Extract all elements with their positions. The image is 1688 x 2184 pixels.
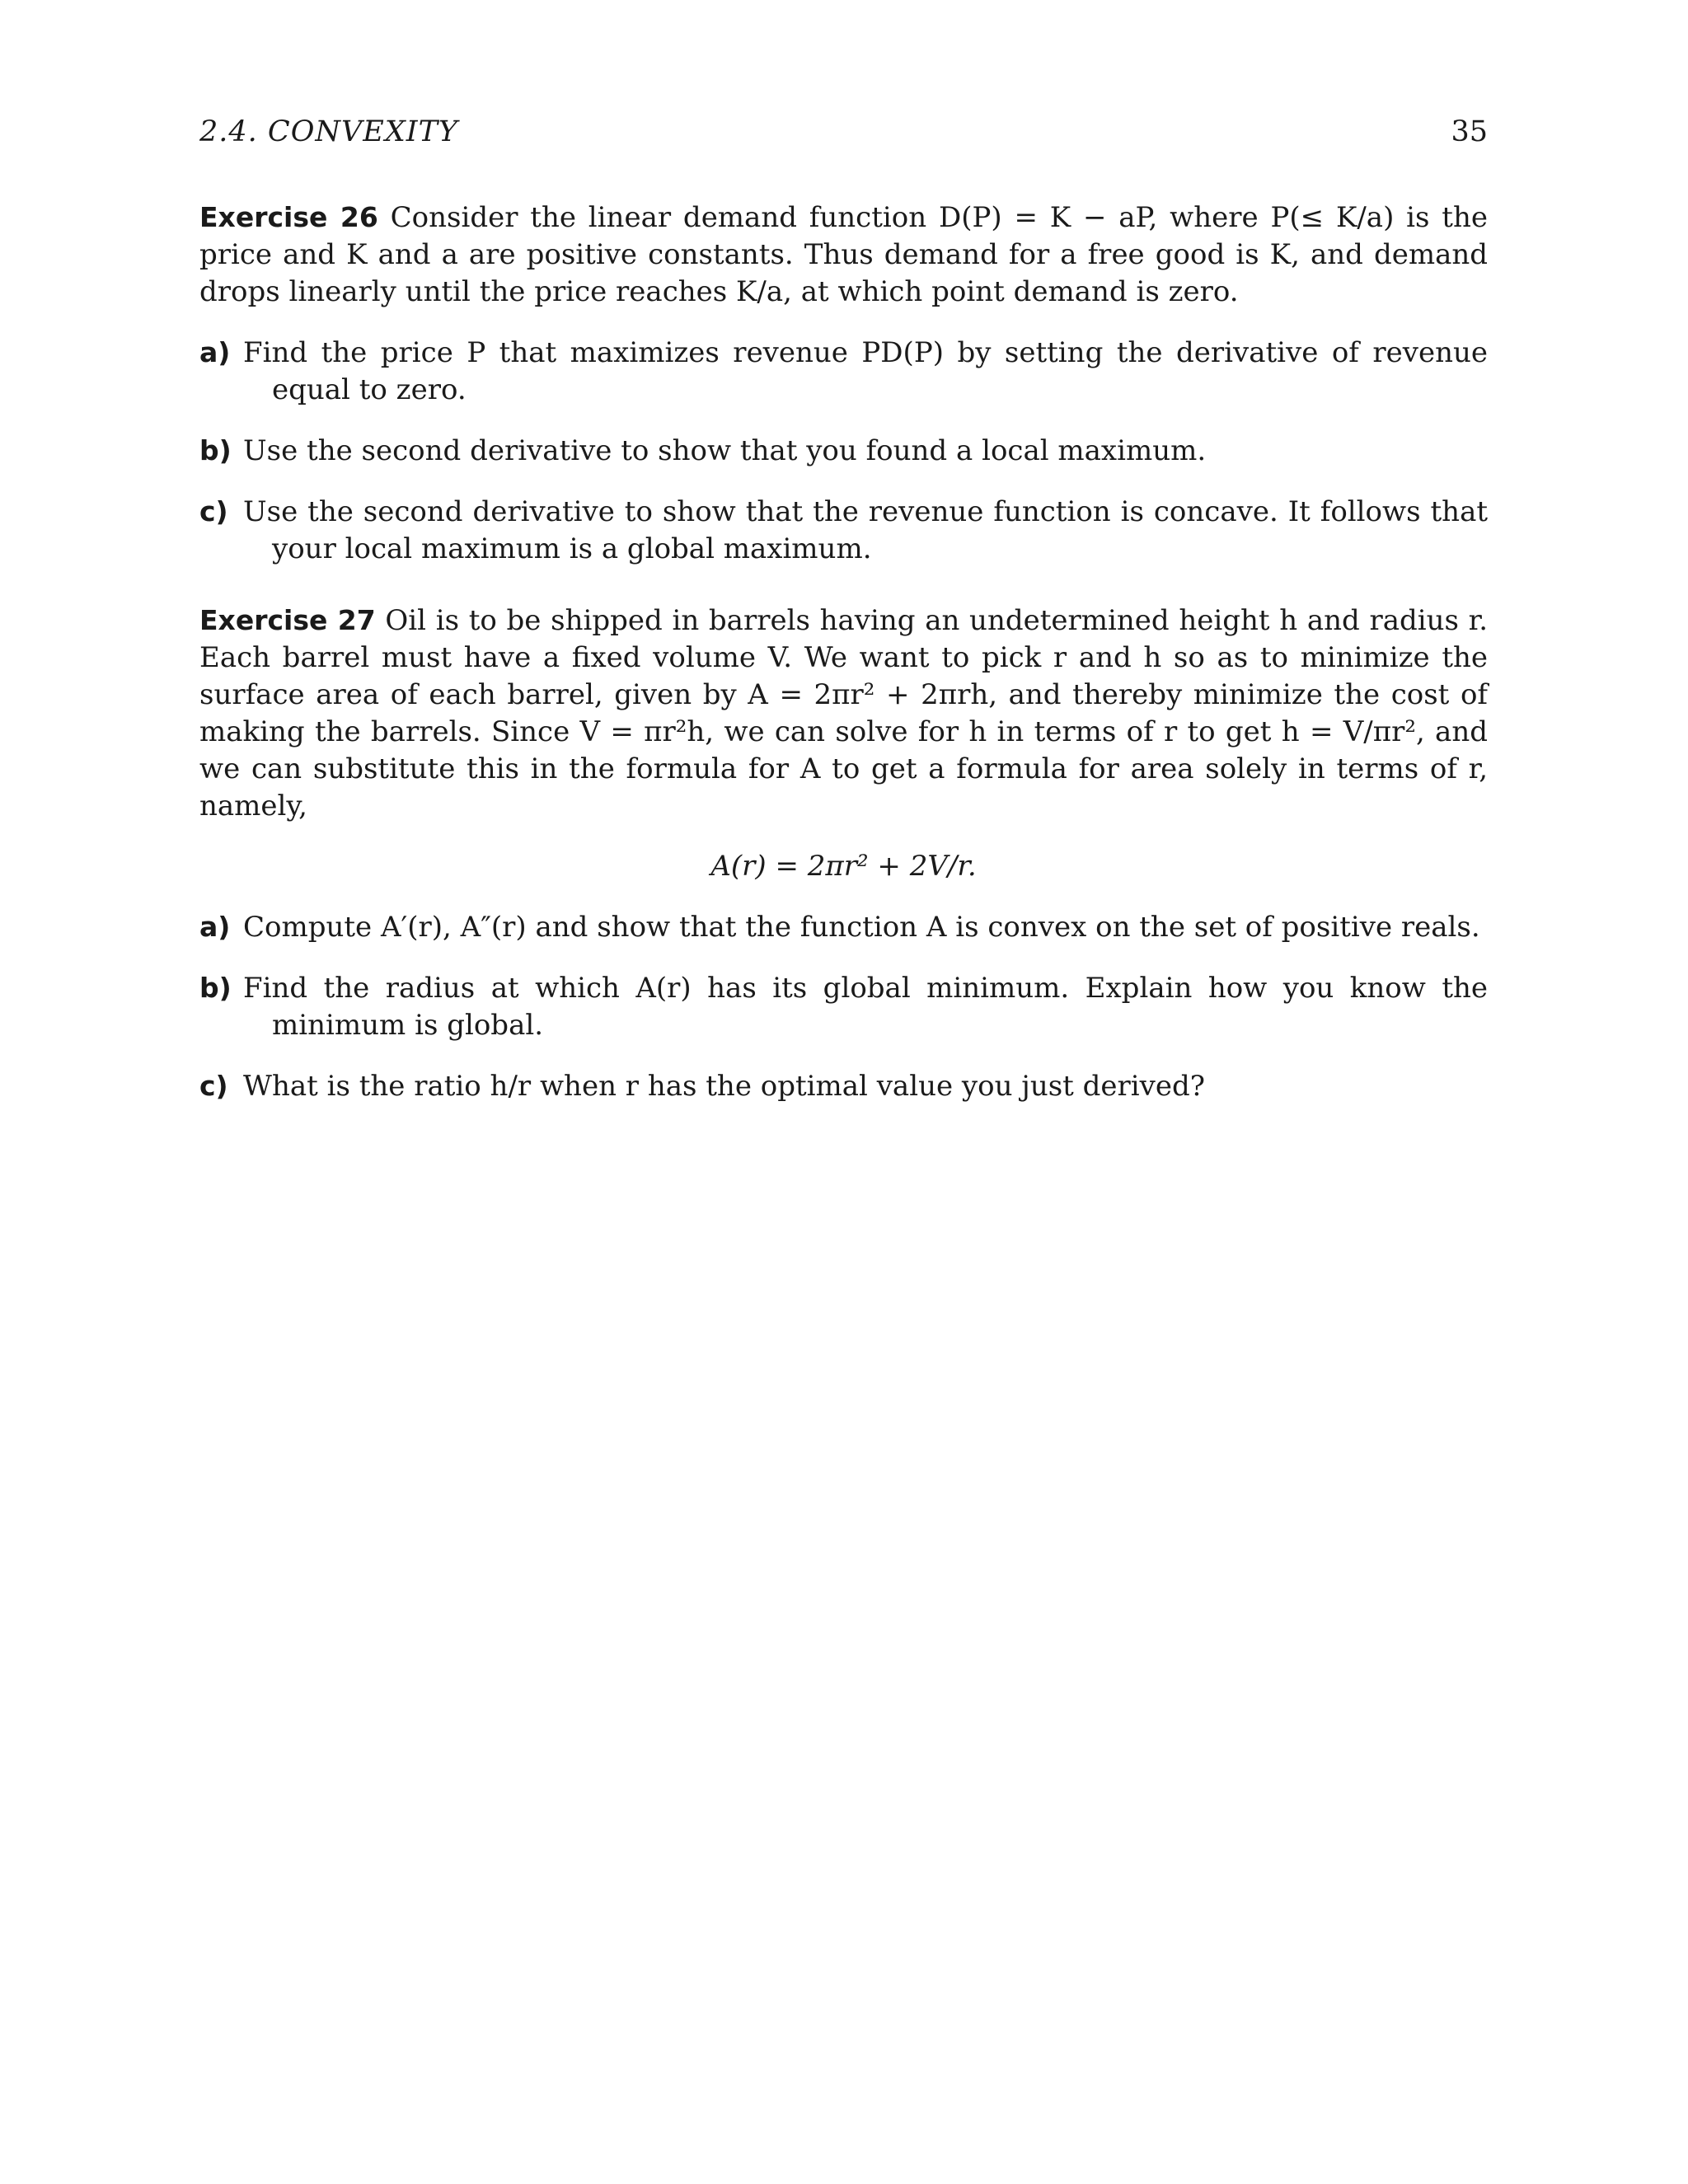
part-text: Find the radius at which A(r) has its global minimum. Explain how you know the minimum is global. <box>243 972 1488 1042</box>
exercise-26-label: Exercise 26 <box>199 201 378 233</box>
part-text: What is the ratio h/r when r has the optimal value you just derived? <box>243 1070 1205 1103</box>
exercise-26-part-b <box>199 432 1488 470</box>
part-label: b) <box>199 972 232 1004</box>
exercise-27-parts <box>199 908 1488 1105</box>
exercise-27-intro-text: Oil is to be shipped in barrels having an undetermined height h and radius r. Each barrel must have a fixed volume V. We want to pick r and h so as to minimize the surface area of each barrel, given by A = 2πr² + 2πrh, and thereby minimize the cost of making the barrels. Since V = πr²h, we can solve for h in terms of r to get h = V/πr², and we can substitute this in the formula for A to get a formula for area solely in terms of r, namely, <box>199 604 1488 823</box>
exercise-27-label: Exercise 27 <box>199 604 376 636</box>
part-text: Use the second derivative to show that the revenue function is concave. It follows that your local maximum is a global maximum. <box>243 495 1488 565</box>
part-text: Compute A′(r), A″(r) and show that the function A is convex on the set of positive reals. <box>243 911 1480 944</box>
part-label: c) <box>199 495 228 527</box>
part-label: b) <box>199 434 232 466</box>
section-title: 2.4. CONVEXITY <box>199 115 459 148</box>
exercise-26-part-a <box>199 334 1488 409</box>
exercise-26-parts <box>199 334 1488 568</box>
exercise-27-part-a <box>199 908 1488 946</box>
part-label: a) <box>199 336 231 368</box>
exercise-26-part-c <box>199 493 1488 568</box>
running-head <box>199 115 1488 157</box>
exercise-27-part-b <box>199 969 1488 1044</box>
exercise-26 <box>199 199 1488 568</box>
exercise-27 <box>199 602 1488 1105</box>
exercise-27-intro <box>199 602 1488 825</box>
part-label: c) <box>199 1070 228 1102</box>
part-label: a) <box>199 911 231 943</box>
exercise-26-intro <box>199 199 1488 311</box>
page-number: 35 <box>1451 115 1488 148</box>
exercise-26-intro-text: Consider the linear demand function D(P) = K − aP, where P(≤ K/a) is the price and K and a are positive constants. Thus demand for a free good is K, and demand drops linearly until the price reaches K/a, at which point demand is zero. <box>199 201 1488 308</box>
exercise-27-part-c <box>199 1067 1488 1105</box>
part-text: Find the price P that maximizes revenue PD(P) by setting the derivative of revenue equal to zero. <box>243 336 1488 406</box>
page <box>199 0 1488 2184</box>
part-text: Use the second derivative to show that you found a local maximum. <box>243 434 1207 467</box>
display-equation: A(r) = 2πr² + 2V/r. <box>710 850 977 883</box>
